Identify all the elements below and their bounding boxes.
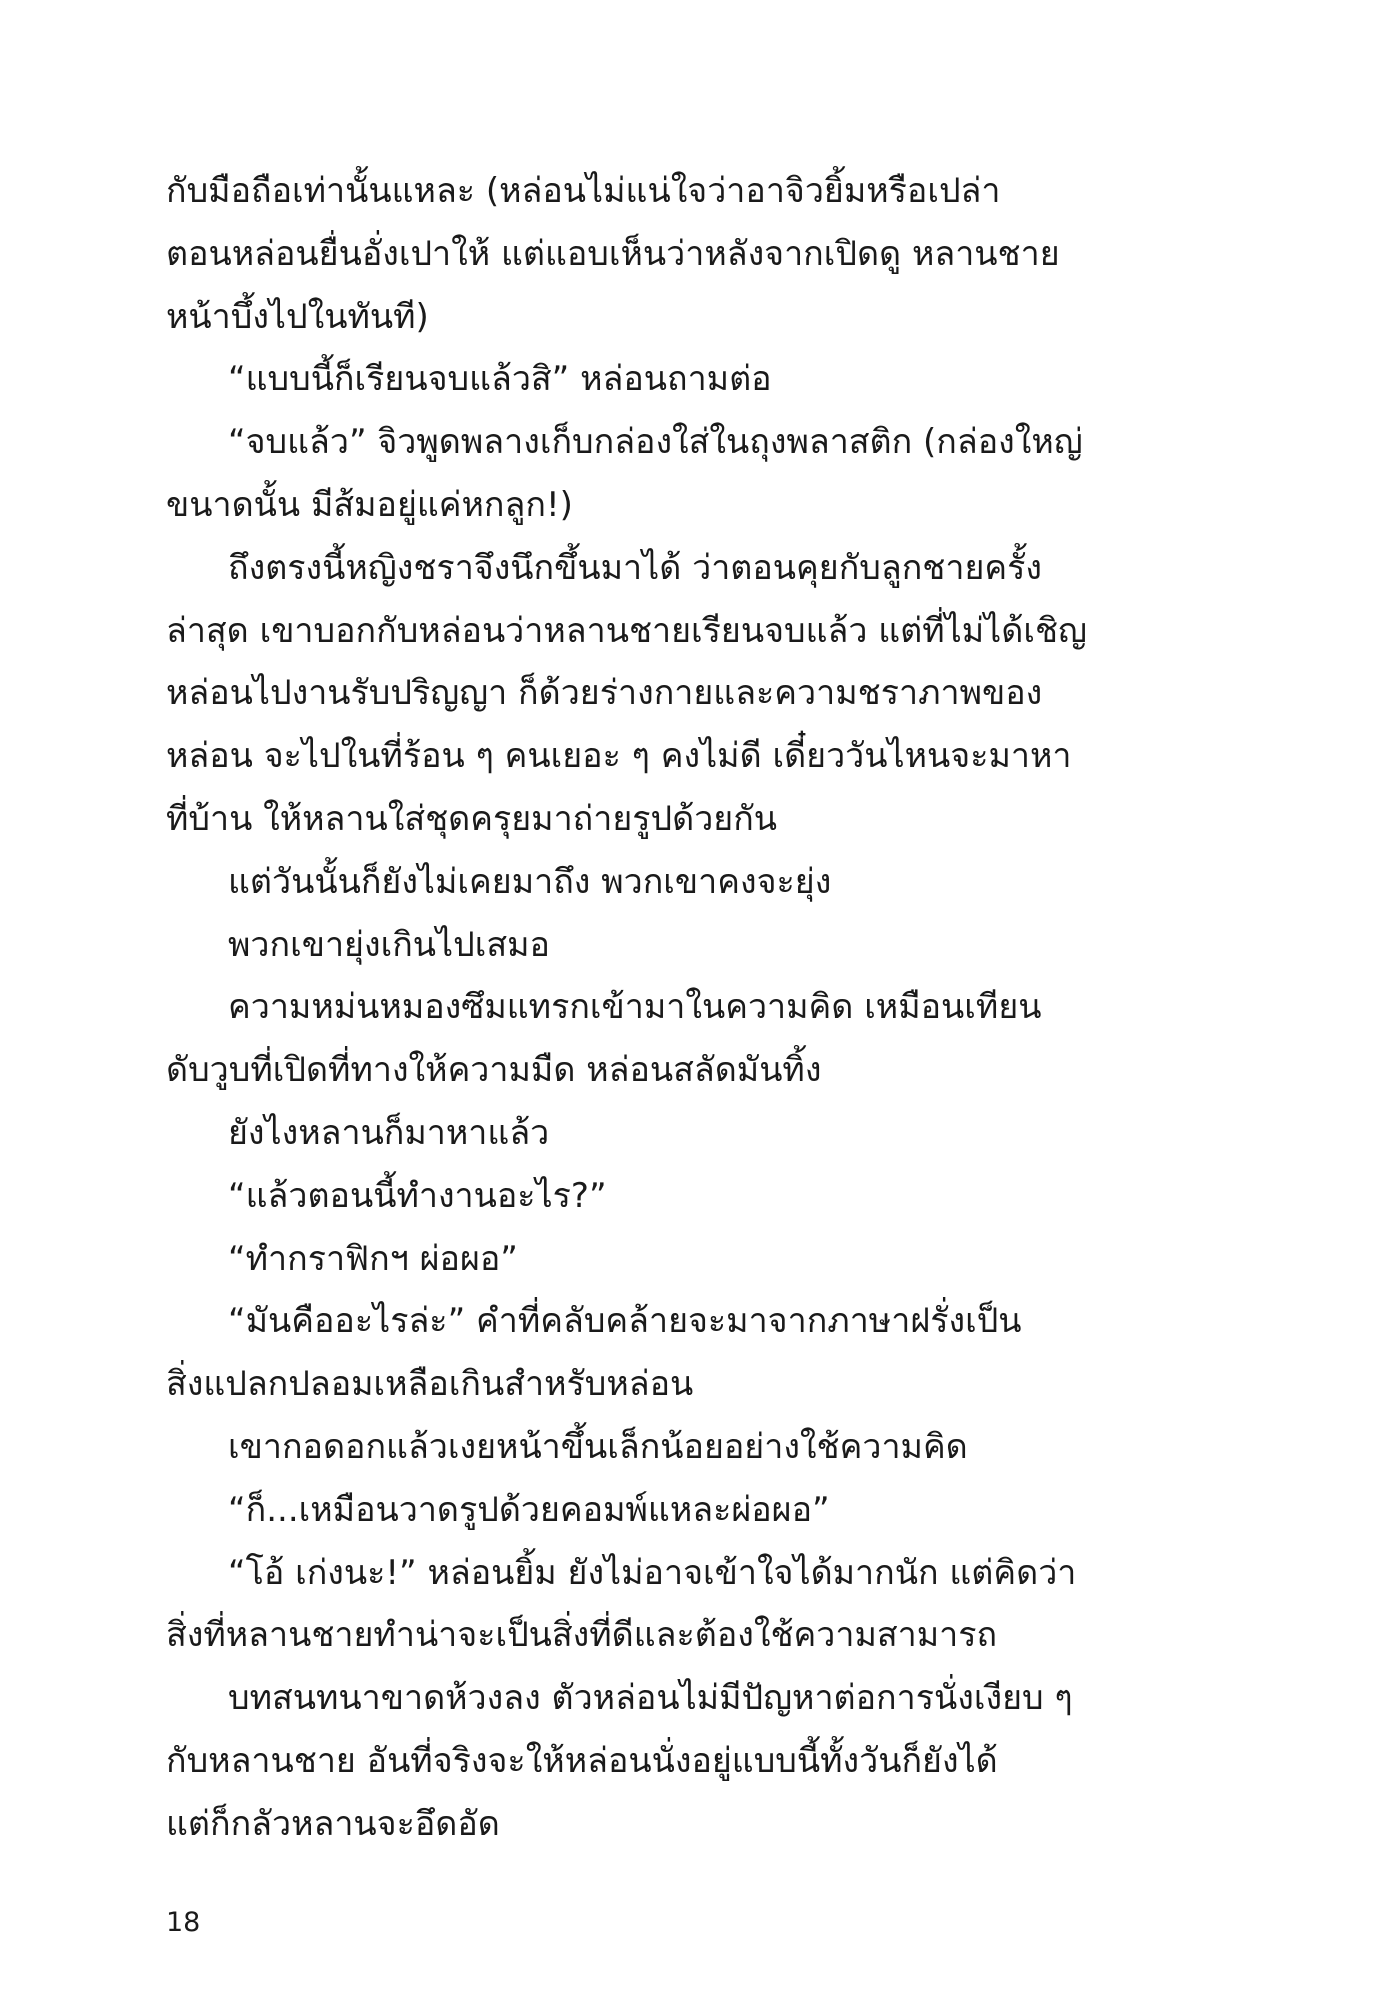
text-line: “ทำกราฟิกฯ ผ่อผอ” — [228, 1238, 518, 1279]
text-line: ล่าสุด เขาบอกกับหล่อนว่าหลานชายเรียนจบแล้ว แต่ที่ไม่ได้เชิญ — [166, 610, 1088, 651]
text-line: หล่อนไปงานรับปริญญา ก็ด้วยร่างกายและความชราภาพของ — [166, 673, 1043, 714]
text-line: ดับวูบที่เปิดที่ทางให้ความมืด หล่อนสลัดมันทิ้ง — [166, 1050, 822, 1091]
text-line: เขากอดอกแล้วเงยหน้าขึ้นเล็กน้อยอย่างใช้ความคิด — [228, 1426, 968, 1467]
text-line: สิ่งที่หลานชายทำน่าจะเป็นสิ่งที่ดีและต้องใช้ความสามารถ — [166, 1615, 998, 1656]
text-line: ตอนหล่อนยื่นอั่งเปาให้ แต่แอบเห็นว่าหลังจากเปิดดู หลานชาย — [166, 233, 1060, 274]
text-line: “มันคืออะไรล่ะ” คำที่คลับคล้ายจะมาจากภาษาฝรั่งเป็น — [228, 1301, 1022, 1342]
text-line: หน้าบึ้งไปในทันที) — [166, 296, 429, 337]
text-line: กับหลานชาย อันที่จริงจะให้หล่อนนั่งอยู่แบบนี้ทั้งวันก็ยังได้ — [166, 1740, 998, 1781]
text-line: หล่อน จะไปในที่ร้อน ๆ คนเยอะ ๆ คงไม่ดี เดี๋ยววันไหนจะมาหา — [166, 736, 1072, 777]
text-line: “แล้วตอนนี้ทำงานอะไร?” — [228, 1175, 607, 1216]
body-text — [166, 160, 1126, 1856]
text-line: “ก็...เหมือนวาดรูปด้วยคอมพ์แหละผ่อผอ” — [228, 1489, 830, 1530]
text-line: กับมือถือเท่านั้นแหละ (หล่อนไม่แน่ใจว่าอาจิวยิ้มหรือเปล่า — [166, 171, 1001, 211]
text-line: “โอ้ เก่งนะ!” หล่อนยิ้ม ยังไม่อาจเข้าใจได้มากนัก แต่คิดว่า — [228, 1552, 1077, 1593]
text-line: บทสนทนาขาดห้วงลง ตัวหล่อนไม่มีปัญหาต่อการนั่งเงียบ ๆ — [228, 1678, 1073, 1719]
page-number: 18 — [166, 1907, 201, 1938]
text-line: ยังไงหลานก็มาหาแล้ว — [228, 1112, 550, 1153]
text-line: สิ่งแปลกปลอมเหลือเกินสำหรับหล่อน — [166, 1364, 694, 1405]
text-line: แต่วันนั้นก็ยังไม่เคยมาถึง พวกเขาคงจะยุ่ง — [228, 861, 832, 902]
text-line: “แบบนี้ก็เรียนจบแล้วสิ” หล่อนถามต่อ — [228, 359, 772, 400]
text-line: แต่ก็กลัวหลานจะอึดอัด — [166, 1803, 500, 1844]
text-line: ความหม่นหมองซึมแทรกเข้ามาในความคิด เหมือนเทียน — [228, 987, 1042, 1028]
text-line: “จบแล้ว” จิวพูดพลางเก็บกล่องใส่ในถุงพลาสติก (กล่องใหญ่ — [228, 422, 1083, 463]
text-line: ที่บ้าน ให้หลานใส่ชุดครุยมาถ่ายรูปด้วยกัน — [166, 798, 778, 839]
text-line: พวกเขายุ่งเกินไปเสมอ — [228, 924, 550, 965]
text-line: ขนาดนั้น มีส้มอยู่แค่หกลูก!) — [166, 484, 573, 525]
text-line: ถึงตรงนี้หญิงชราจึงนึกขึ้นมาได้ ว่าตอนคุยกับลูกชายครั้ง — [228, 547, 1042, 588]
